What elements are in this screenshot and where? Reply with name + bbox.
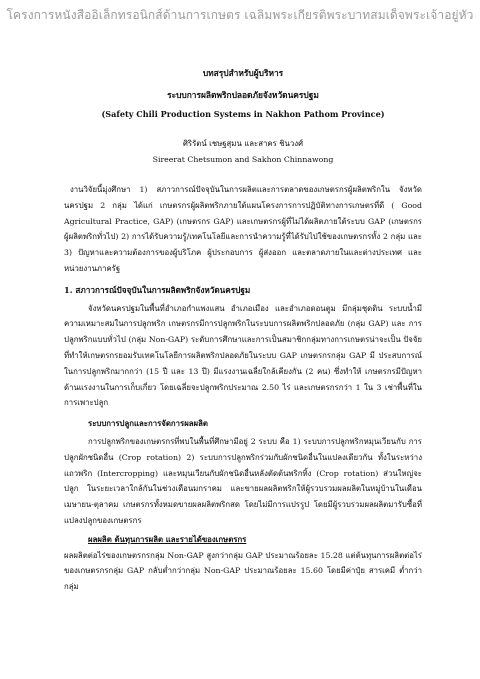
header-watermark: โครงการหนังสืออิเล็กทรอนิกส์ด้านการเกษตร เฉลิมพระเกียรติพระบาทสมเด็จพระเจ้าอยู่หัว — [6, 8, 474, 22]
title-thai: ระบบการผลิตพริกปลอดภัยจังหวัดนครปฐม — [167, 89, 319, 100]
section-1-heading: 1. สภาวการณ์ปัจจุบันในการผลิตพริกจังหวัดนครปฐม — [64, 284, 251, 295]
title-english: (Safety Chili Production Systems in Nakhon Pathom Province) — [101, 108, 385, 119]
abstract-paragraph: งานวิจัยนี้มุ่งศึกษา 1) สภาวการณ์ปัจจุบันในการผลิตและการตลาดของเกษตรกรผู้ผลิตพริกใน จังหวัดนครปฐม 2 กลุ่ม ได้แก่ เกษตรกรผู้ผลิตพริกภายใต้แผนโครงการการปฏิบัติทางการเกษตรที่ดี ( Good Agricultural Practice, GAP) (เกษตรกร GAP) และเกษตรกรผู้ที่ไม่ได้ผลิตภายใต้ระบบ GAP (เกษตรกร ผู้ผลิตพริกทั่วไป) 2) การได้รับความรู้/เทคโนโลยีและการนำความรู้ที่ได้รับไปใช้ของเกษตรกรทั้ง 2 กลุ่ม และ 3) ปัญหาและความต้องการของผู้บริโภค ผู้ประกอบการ ผู้ส่งออก และตลาดภายในและต่างประเทศ และหน่วยงานภาครัฐ — [64, 184, 422, 273]
summary-heading: บทสรุปสำหรับผู้บริหาร — [202, 68, 284, 78]
subsection-yield-paragraph: ผลผลิตต่อไร่ของเกษตรกรกลุ่ม Non-GAP สูงกว่ากลุ่ม GAP ประมาณร้อยละ 15.28 แต่ต้นทุนการผลิตต่อไร่ ของเกษตรกรกลุ่ม GAP กลับต่ำกว่ากลุ่ม Non-GAP ประมาณร้อยละ 15.60 โดยมีค่าปุ๋ย สารเคมี ต่ำกว่า กลุ่ม — [64, 550, 422, 592]
document-body — [64, 66, 422, 595]
authors-thai: ศิริรัตน์ เชษฐสุมน และสาคร ชินวงศ์ — [182, 139, 304, 149]
subsection-yield-heading — [88, 532, 422, 548]
subsection-yield-heading-text: ผลผลิต ต้นทุนการผลิต และรายได้ของเกษตรกร — [88, 534, 247, 544]
section-1-paragraph: จังหวัดนครปฐมในพื้นที่อำเภอกำแพงแสน อำเภอเมือง และอำเภอดอนตูม มีกลุ่มชุดดิน ระบบน้ำมี ความเหมาะสมในการปลูกพริก เกษตรกรมีการปลูกพริกในระบบการผลิตพริกปลอดภัย (กลุ่ม GAP) และ การปลูกพริกแบบทั่วไป (กลุ่ม Non-GAP) ระดับการศึกษาและการเป็นสมาชิกกลุ่มทางการเกษตรน่าจะเป็น ปัจจัยที่ทำให้เกษตรกรยอมรับเทคโนโลยีการผลิตพริกปลอดภัยในระบบ GAP เกษตรกรกลุ่ม GAP มี ประสบการณ์ในการปลูกพริกมากกว่า (15 ปี และ 13 ปี) มีแรงงานเฉลี่ยใกล้เคียงกัน (2 คน) ซึ่งทำให้ เกษตรกรมีปัญหาด้านแรงงานในการเก็บเกี่ยว โดยเฉลี่ยจะปลูกพริกประมาณ 2.50 ไร่ และเกษตรกรกว่า 1 ใน 3 เช่าพื้นที่ในการเพาะปลูก — [64, 303, 422, 408]
authors-english: Sireerat Chetsumon and Sakhon Chinnawong — [152, 155, 334, 165]
subsection-planting-paragraph: การปลูกพริกของเกษตรกรที่พบในพื้นที่ศึกษามีอยู่ 2 ระบบ คือ 1) ระบบการปลูกพริกหมุนเวียนกับ การปลูกผักชนิดอื่น (Crop rotation) 2) ระบบการปลูกพริกร่วมกับผักชนิดอื่นในแปลงเดียวกัน ทั้งในระหว่าง แถวพริก (Intercropping) และหมุนเวียนกับผักชนิดอื่นหลังตัดต้นพริกทิ้ง (Crop rotation) ส่วนใหญ่จะปลูก ในระยะเวลาใกล้กันในช่วงเดือนมกราคม และขายผลผลิตพริกให้ผู้รวบรวมผลผลิตในหมู่บ้านในเดือน เมษายน-ตุลาคม เกษตรกรทั้งหมดขายผลผลิตพริกสด โดยไม่มีการแปรรูป โดยมีผู้รวบรวมผลผลิตมารับซื้อที่ แปลงปลูกของเกษตรกร — [64, 436, 422, 525]
subsection-planting-heading: ระบบการปลูกและการจัดการผลผลิต — [88, 419, 208, 429]
